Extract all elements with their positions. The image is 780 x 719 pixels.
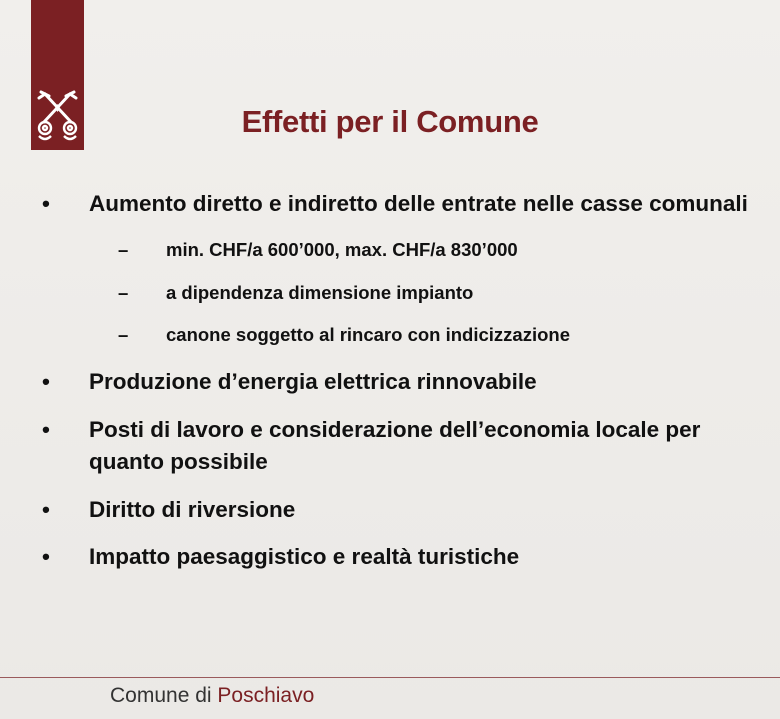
bullet-text: Diritto di riversione [89,497,296,522]
footer-prefix: Comune di [110,684,212,707]
sub-bullet-text: canone soggetto al rincaro con indicizzazione [166,324,570,345]
bullet-marker: • [42,417,50,442]
bullet-text: Aumento diretto e indiretto delle entrate nelle casse comunali [89,191,748,216]
footer-brand: Poschiavo [217,684,315,707]
bullet-marker: • [42,497,50,522]
bullet-text: Posti di lavoro e considerazione dell’economia locale per quanto possibile [89,417,701,474]
sub-bullet-marker: – [118,239,129,260]
bullet-text: Produzione d’energia elettrica rinnovabile [89,369,537,394]
slide-title: Effetti per il Comune [241,104,539,139]
bullet-marker: • [42,369,50,394]
bullet-marker: • [42,544,50,569]
bullet-marker: • [42,191,50,216]
sub-bullet-text: a dipendenza dimensione impianto [166,282,474,303]
footer-divider [0,677,780,678]
bullet-text: Impatto paesaggistico e realtà turistiche [89,544,520,569]
sub-bullet-marker: – [118,324,129,345]
sub-bullet-marker: – [118,282,129,303]
sub-bullet-text: min. CHF/a 600’000, max. CHF/a 830’000 [166,239,518,260]
footer [110,684,314,708]
